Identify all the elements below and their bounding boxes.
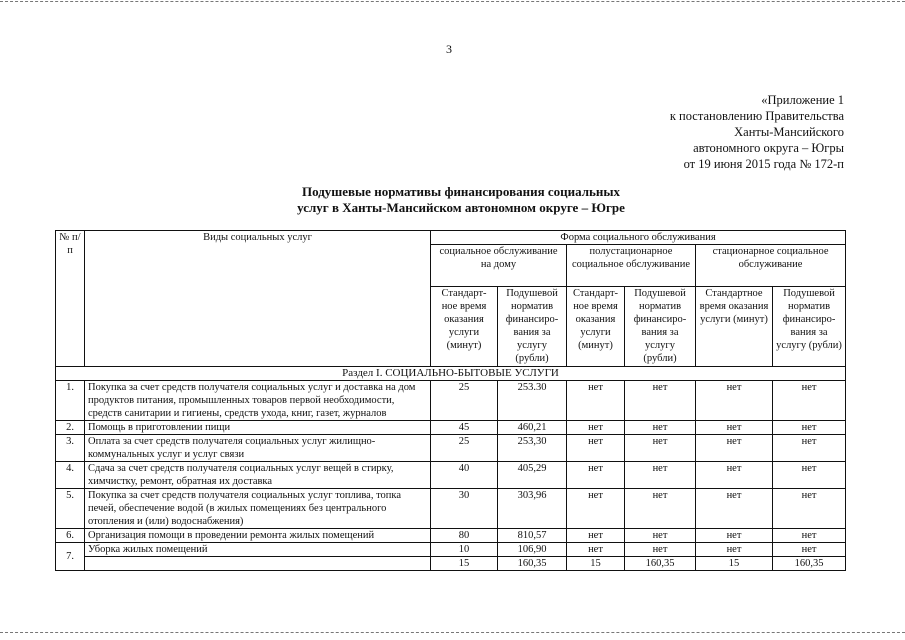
cell-norm-home: 460,21 — [498, 421, 567, 435]
cell-norm-home: 106,90 — [498, 543, 567, 557]
service-name-empty — [85, 557, 431, 571]
table-row — [56, 489, 846, 529]
service-name: Сдача за счет средств получателя социальных услуг вещей в стирку, химчистку, ремонт, обратная их доставка — [85, 462, 431, 489]
table-row — [56, 421, 846, 435]
title-line: Подушевые нормативы финансирования социальных — [301, 184, 621, 199]
page-top-edge — [0, 1, 905, 2]
cell-norm-stat: нет — [773, 462, 846, 489]
appendix-reference — [560, 92, 844, 172]
cell-norm-semi: нет — [625, 489, 696, 529]
cell-std-time-stat: нет — [696, 462, 773, 489]
cell-std-time-semi: нет — [567, 435, 625, 462]
cell-norm-home: 253,30 — [498, 435, 567, 462]
cell-norm-home: 810,57 — [498, 529, 567, 543]
table-row — [56, 381, 846, 421]
appendix-line: «Приложение 1 — [761, 93, 844, 107]
row-num: 1. — [56, 381, 85, 421]
row-num: 3. — [56, 435, 85, 462]
cell-std-time-home: 45 — [431, 421, 498, 435]
cell-std-time-home: 40 — [431, 462, 498, 489]
service-name: Помощь в приготовлении пищи — [85, 421, 431, 435]
cell-norm-stat: 160,35 — [773, 557, 846, 571]
cell-norm-semi: нет — [625, 462, 696, 489]
row-num: 2. — [56, 421, 85, 435]
header-norm: Подушевой норматив финансиро-вания за услугу (рубли) — [498, 287, 567, 367]
norms-table — [55, 230, 846, 571]
service-name: Покупка за счет средств получателя социальных услуг топлива, топка печей, обеспечение водой (в жилых помещениях без центрального отопления и (или) водоснабжения) — [85, 489, 431, 529]
row-num: 6. — [56, 529, 85, 543]
cell-norm-semi: 160,35 — [625, 557, 696, 571]
cell-norm-home: 253.30 — [498, 381, 567, 421]
cell-norm-stat: нет — [773, 489, 846, 529]
header-std-time: Стандарт-ное время оказания услуги (минут) — [431, 287, 498, 367]
cell-std-time-stat: нет — [696, 543, 773, 557]
cell-norm-stat: нет — [773, 381, 846, 421]
header-std-time: Стандартное время оказания услуги (минут) — [696, 287, 773, 367]
header-std-time: Стандарт-ное время оказания услуги (минут) — [567, 287, 625, 367]
cell-norm-home: 303,96 — [498, 489, 567, 529]
cell-norm-stat: нет — [773, 529, 846, 543]
cell-std-time-semi: 15 — [567, 557, 625, 571]
page-number: 3 — [446, 42, 452, 56]
cell-norm-semi: нет — [625, 529, 696, 543]
cell-std-time-semi: нет — [567, 462, 625, 489]
table-row — [56, 543, 846, 557]
appendix-line: автономного округа – Югры — [693, 141, 844, 155]
cell-std-time-stat: нет — [696, 435, 773, 462]
cell-norm-stat: нет — [773, 435, 846, 462]
appendix-line: Ханты-Мансийского — [734, 125, 844, 139]
header-service-form: Форма социального обслуживания — [431, 231, 846, 245]
cell-std-time-home: 25 — [431, 435, 498, 462]
document-title — [230, 184, 692, 216]
header-home-service: социальное обслуживание на дому — [431, 245, 567, 287]
table-row — [56, 529, 846, 543]
cell-norm-stat: нет — [773, 421, 846, 435]
cell-std-time-home: 10 — [431, 543, 498, 557]
cell-norm-semi: нет — [625, 381, 696, 421]
cell-std-time-home: 15 — [431, 557, 498, 571]
header-norm: Подушевой норматив финансиро-вания за услугу (рубли) — [773, 287, 846, 367]
header-norm: Подушевой норматив финансиро-вания за услугу (рубли) — [625, 287, 696, 367]
cell-std-time-semi: нет — [567, 421, 625, 435]
page-bottom-edge — [0, 632, 905, 633]
cell-std-time-stat: нет — [696, 381, 773, 421]
cell-std-time-stat: нет — [696, 489, 773, 529]
cell-norm-semi: нет — [625, 435, 696, 462]
cell-std-time-stat: нет — [696, 529, 773, 543]
cell-norm-home: 405,29 — [498, 462, 567, 489]
cell-std-time-semi: нет — [567, 489, 625, 529]
cell-std-time-home: 30 — [431, 489, 498, 529]
header-service-types: Виды социальных услуг — [85, 231, 431, 367]
row-num: 4. — [56, 462, 85, 489]
header-stationary: стационарное социальное обслуживание — [696, 245, 846, 287]
service-name: Оплата за счет средств получателя социальных услуг жилищно-коммунальных услуг и услуг связи — [85, 435, 431, 462]
appendix-line: от 19 июня 2015 года № 172-п — [683, 157, 844, 171]
cell-std-time-home: 25 — [431, 381, 498, 421]
row-num: 5. — [56, 489, 85, 529]
title-line: услуг в Ханты-Мансийском автономном округе – Югре — [297, 200, 625, 215]
service-name: Покупка за счет средств получателя социальных услуг и доставка на дом продуктов питания, промышленных товаров первой необходимости, средств санитарии и гигиены, средств ухода, книг, газет, журналов — [85, 381, 431, 421]
table-row — [56, 462, 846, 489]
service-name: Организация помощи в проведении ремонта жилых помещений — [85, 529, 431, 543]
cell-std-time-stat: 15 — [696, 557, 773, 571]
cell-std-time-semi: нет — [567, 543, 625, 557]
table-row — [56, 435, 846, 462]
cell-norm-semi: нет — [625, 543, 696, 557]
cell-std-time-home: 80 — [431, 529, 498, 543]
header-semi-stationary: полустационарное социальное обслуживание — [567, 245, 696, 287]
header-num: № п/п — [56, 231, 85, 367]
table-row — [56, 557, 846, 571]
cell-std-time-semi: нет — [567, 381, 625, 421]
service-name: Уборка жилых помещений — [85, 543, 431, 557]
row-num: 7. — [56, 543, 85, 571]
cell-norm-home: 160,35 — [498, 557, 567, 571]
cell-norm-semi: нет — [625, 421, 696, 435]
cell-std-time-stat: нет — [696, 421, 773, 435]
section-heading: Раздел I. СОЦИАЛЬНО-БЫТОВЫЕ УСЛУГИ — [56, 367, 846, 381]
cell-norm-stat: нет — [773, 543, 846, 557]
appendix-line: к постановлению Правительства — [669, 109, 844, 123]
cell-std-time-semi: нет — [567, 529, 625, 543]
